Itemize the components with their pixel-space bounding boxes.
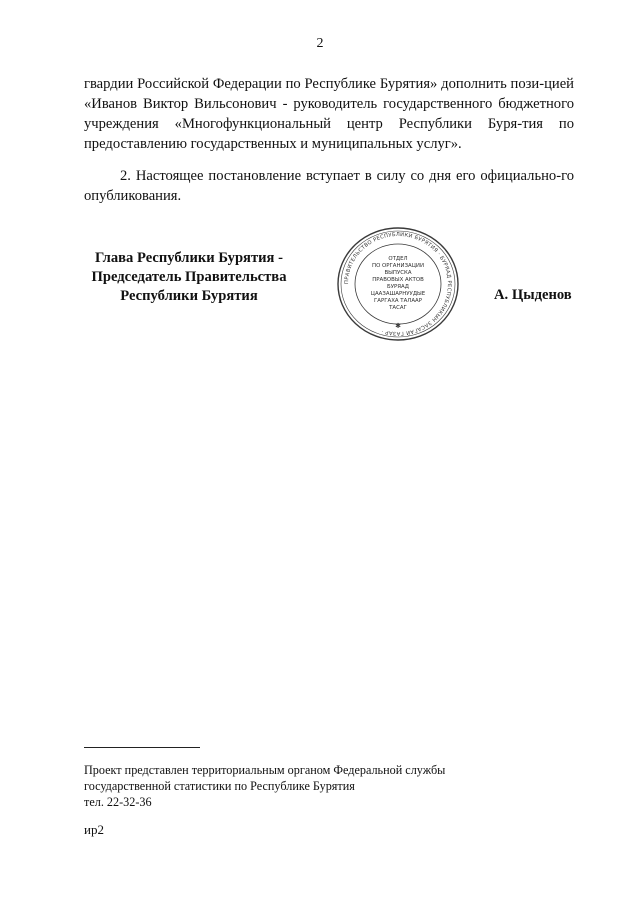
seal-line: ВЫПУСКА bbox=[384, 270, 412, 276]
seal-line: ЦААЗАШАРНУУДЫЕ bbox=[370, 291, 426, 297]
footnote bbox=[84, 762, 445, 810]
seal-line: ПРАВОВЫХ АКТОВ bbox=[372, 277, 424, 283]
signatory-title-line-3: Республики Бурятия bbox=[120, 288, 258, 304]
signatory-name: А. Цыденов bbox=[494, 287, 572, 303]
seal-ring-text: ПРАВИТЕЛЬСТВО РЕСПУБЛИКИ БУРЯТИЯ · БУРЯАД РЕСПУБЛИКЫН ЗАСАГАЙ ГАЗАР · bbox=[343, 231, 453, 337]
seal-star-icon: ✱ bbox=[395, 322, 401, 330]
signatory-title-line-2: Председатель Правительства bbox=[91, 269, 287, 285]
official-seal-icon bbox=[336, 226, 460, 342]
seal-line: БУРЯАД bbox=[387, 284, 409, 290]
document-marker: ир2 bbox=[84, 822, 104, 837]
seal-line: ПО ОРГАНИЗАЦИИ bbox=[372, 263, 424, 269]
signatory-title bbox=[84, 249, 294, 306]
seal-line: ТАСАГ bbox=[389, 305, 407, 311]
paragraph-text: гвардии Российской Федерации по Республике Бурятия» дополнить пози-цией «Иванов Виктор Вильсонович - руководитель государственного бюджетного учреждения «Многофункциональный центр Республики Буря-тия по предоставлению государственных и муниципальных услуг». bbox=[84, 76, 574, 152]
signatory-title-line-1: Глава Республики Бурятия - bbox=[95, 250, 283, 266]
paragraph-text: 2. Настоящее постановление вступает в силу со дня его официально-го опубликования. bbox=[84, 168, 574, 204]
footnote-line-1: Проект представлен территориальным органом Федеральной службы bbox=[84, 763, 446, 777]
body-paragraph-1 bbox=[84, 74, 574, 154]
footnote-line-2: государственной статистики по Республике Бурятия bbox=[84, 779, 355, 793]
page-number: 2 bbox=[316, 36, 324, 51]
seal-line: ОТДЕЛ bbox=[388, 256, 408, 262]
body-paragraph-2 bbox=[84, 166, 574, 206]
footnote-divider bbox=[84, 747, 200, 748]
footnote-phone: тел. 22-32-36 bbox=[84, 795, 152, 809]
seal-line: ГАРГАХА ТАЛААР bbox=[374, 298, 422, 304]
